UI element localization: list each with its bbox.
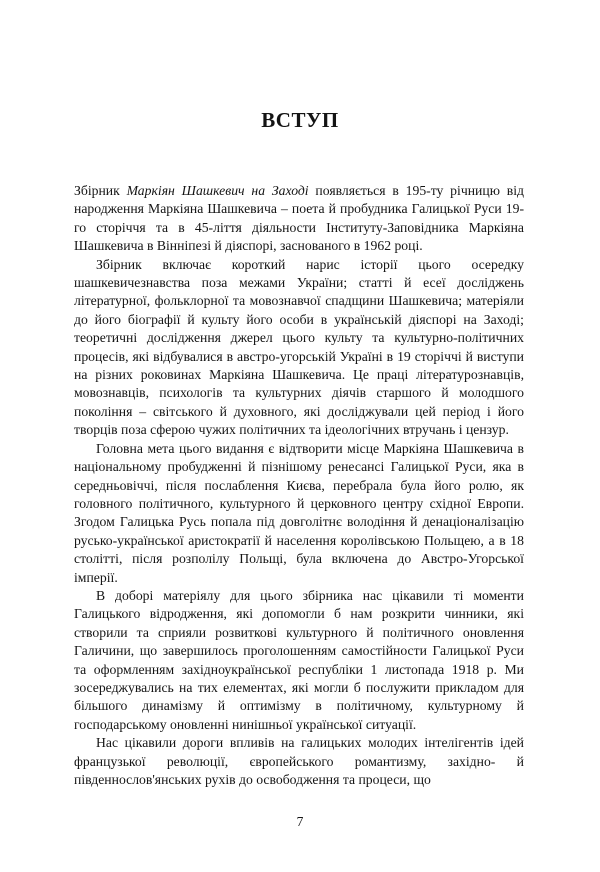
page-number: 7 xyxy=(296,814,304,829)
paragraph: Нас цікавили дороги впливів на галицьких молодих інтелігентів ідей французької революції, європейського романтизму, західно- й південнослов'янських рухів до освободження та процеси, що xyxy=(74,735,524,787)
page-title: ВСТУП xyxy=(261,108,339,132)
book-title: Маркіян Шашкевич на Заході xyxy=(126,183,309,198)
intro-paragraph xyxy=(74,182,524,256)
paragraph: В доборі матеріялу для цього збірника нас цікавили ті моменти Галицького відродження, які допомогли б нам розкрити чинники, які створили та сприяли розвиткові культурного й політичного оновлення Галичини, що завершилось проголошенням самостійности Галицької Руси та оформленням західноукраїнської республіки 1 листопада 1918 р. Ми зосереджувались на тих елементах, які могли б послужити прикладом для більшого динамізму й оптимізму в політичному, культурному й господарському оновленні нинішньої української ситуації. xyxy=(74,587,524,732)
paragraph: Головна мета цього видання є відтворити місце Маркіяна Шашкевича в національному пробудженні й пізнішому ренесансі Галицької Руси, яка в середньовіччі, після послаблення Києва, перебрала була його ролю, як головного політичного, культурного й церковного центру східної Европи. Згодом Галицька Русь попала під довголітнє володіння й денаціоналізацію русько-української аристократії й населення королівською Польщею, а в 18 столітті, після розполілу Польщі, була включена до Австро-Угорської імперії. xyxy=(74,440,524,585)
intro-lead: Збірник xyxy=(74,183,127,198)
paragraph: Збірник включає короткий нарис історії цього осередку шашкевичезнавства поза межами України; статті й есеї досліджень літературної, фольклорної та мовознавчої спадщини Шашкевича; матеріяли до його біографії й культу його особи в українській діяспорі на Заході; теоретичні дослідження джерел цього культу та культурно-політичних процесів, які відбувалися в австро-угорській Україні в 19 сторіччі й виступи на різних роковинах Маркіяна Шашкевича. Це праці літературознавців, мовознавців, психологів та культурних діячів старшого й молодшого покоління – світського й духовного, які досліджували цей період і його творців поза сферою чужих політичних та ідеологічних втручань і цензур. xyxy=(74,256,524,438)
body-text xyxy=(74,182,524,789)
intro-rest: появляється в 195-ту річницю від народження Маркіяна Шашкевича – поета й пробудника Галицької Руси 19-го сторіччя та в 45-ліття діяльности Інституту-Заповідника Маркіяна Шашкевича в Вінніпезі й діяспорі, заснованого в 1962 році. xyxy=(74,183,524,254)
